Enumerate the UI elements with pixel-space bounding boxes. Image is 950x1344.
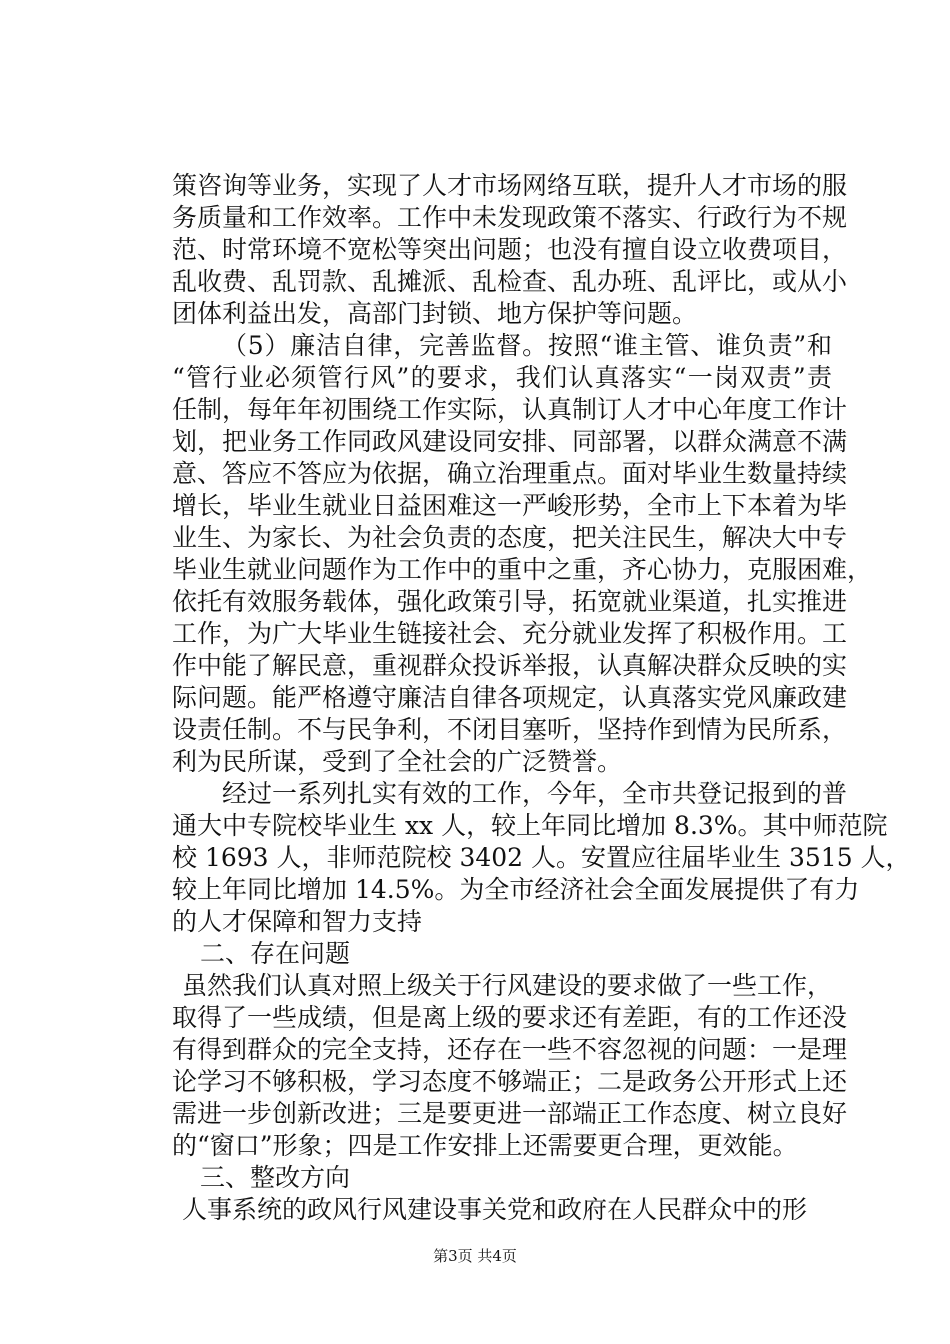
text-line: 增长，毕业生就业日益困难这一严峻形势，全市上下本着为毕 (172, 491, 848, 520)
text-line: 经过一系列扎实有效的工作，今年，全市共登记报到的普 (222, 779, 848, 808)
text-line: 业生、为家长、为社会负责的态度，把关注民生，解决大中专 (172, 523, 848, 552)
body-text (172, 170, 911, 1226)
text-line: 乱收费、乱罚款、乱摊派、乱检查、乱办班、乱评比，或从小 (172, 267, 848, 296)
page-number-footer: 第3页 共4页 (433, 1247, 517, 1265)
text-line: 工作，为广大毕业生链接社会、充分就业发挥了积极作用。工 (172, 619, 848, 648)
text-line: 范、时常环境不宽松等突出问题；也没有擅自设立收费项目， (172, 235, 848, 264)
text-line: （5）廉洁自律，完善监督。按照“谁主管、谁负责”和 (222, 331, 832, 360)
text-line: 依托有效服务载体，强化政策引导，拓宽就业渠道，扎实推进 (172, 587, 848, 616)
text-line: 设责任制。不与民争利，不闭目塞听，坚持作到情为民所系， (172, 715, 848, 744)
text-line: 意、答应不答应为依据，确立治理重点。面对毕业生数量持续 (172, 459, 848, 488)
text-line: 较上年同比增加 14.5%。为全市经济社会全面发展提供了有力 (172, 875, 860, 904)
text-line: 需进一步创新改进；三是要更进一部端正工作态度、树立良好 (172, 1099, 848, 1128)
text-line: 策咨询等业务，实现了人才市场网络互联，提升人才市场的服 (172, 171, 848, 200)
text-line: 的人才保障和智力支持 (172, 907, 423, 936)
text-line: 毕业生就业问题作为工作中的重中之重，齐心协力，克服困难， (172, 555, 873, 584)
text-line: 利为民所谋，受到了全社会的广泛赞誉。 (172, 747, 623, 776)
text-line: 虽然我们认真对照上级关于行风建设的要求做了一些工作， (182, 971, 833, 1000)
text-line: 任制，每年年初围绕工作实际，认真制订人才中心年度工作计 (172, 395, 848, 424)
section-heading: 二、存在问题 (200, 939, 351, 968)
text-line: 团体利益出发，高部门封锁、地方保护等问题。 (172, 299, 698, 328)
text-line: 务质量和工作效率。工作中未发现政策不落实、行政行为不规 (172, 203, 848, 232)
text-line: 划，把业务工作同政风建设同安排、同部署，以群众满意不满 (172, 427, 848, 456)
text-line: 论学习不够积极，学习态度不够端正；二是政务公开形式上还 (172, 1067, 848, 1096)
text-line: 人事系统的政风行风建设事关党和政府在人民群众中的形 (182, 1195, 808, 1224)
text-line: 有得到群众的完全支持，还存在一些不容忽视的问题：一是理 (172, 1035, 848, 1064)
text-line: 校 1693 人，非师范院校 3402 人。安置应往届毕业生 3515 人， (172, 843, 911, 872)
section-heading: 三、整改方向 (200, 1163, 351, 1192)
text-line: “管行业必须管行风”的要求，我们认真落实“一岗双责”责 (172, 363, 832, 392)
text-line: 取得了一些成绩，但是离上级的要求还有差距，有的工作还没 (172, 1003, 848, 1032)
text-line: 作中能了解民意，重视群众投诉举报，认真解决群众反映的实 (172, 651, 848, 680)
text-line: 的“窗口”形象；四是工作安排上还需要更合理，更效能。 (172, 1131, 798, 1160)
text-line: 通大中专院校毕业生 xx 人，较上年同比增加 8.3%。其中师范院 (172, 811, 888, 840)
text-line: 际问题。能严格遵守廉洁自律各项规定，认真落实党风廉政建 (172, 683, 848, 712)
